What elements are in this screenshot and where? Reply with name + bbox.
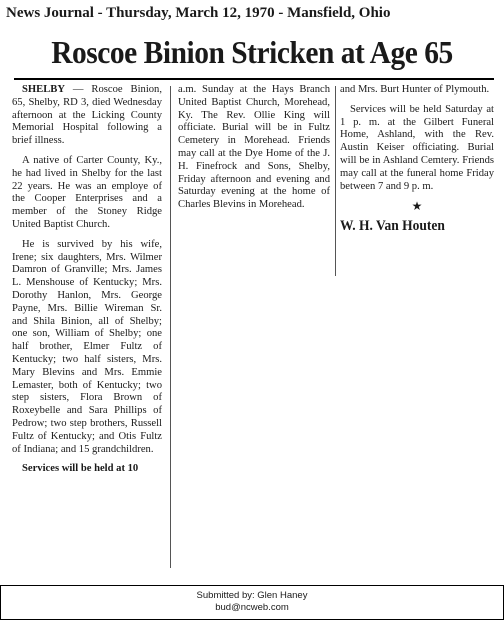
paragraph-2: A native of Carter County, Ky., he had lived in Shelby for the last 22 years. He was an employe of the Cooper Enterprises and a member of the Stoney Ridge United Baptist Church. [12,154,162,230]
article-column-2 [178,84,330,219]
paragraph-6: and Mrs. Burt Hunter of Plymouth. [340,84,490,95]
newspaper-header: News Journal - Thursday, March 12, 1970 - Mansfield, Ohio [6,5,391,21]
paragraph-7: Services will be held Saturday at 1 p. m. at the Gilbert Funeral Home, Ashland, with the Rev. Austin Keiser officiating. Burial will be in Ashland Cemtery. Friends may call at the funeral home Friday between 7 and 9 p. m. [340,103,494,192]
next-article-cutoff-headline: W. H. Van Houten [340,220,445,234]
headline-rule [14,78,494,80]
submitted-by: Submitted by: Glen Haney [196,590,308,601]
submission-footer [0,585,504,620]
article-column-1 [12,84,162,483]
paragraph-1 [12,84,162,148]
article-column-3 [340,84,494,240]
headline: Roscoe Binion Stricken at Age 65 [51,34,453,70]
paragraph-1-text: — Roscoe Binion, 65, Shelby, RD 3, died Wednesday afternoon at the Licking County Memorial Hospital following a brief illness. [12,84,162,147]
column-divider-1 [170,86,171,568]
submitter-email: bud@ncweb.com [215,602,289,613]
dateline: SHELBY [22,84,65,95]
paragraph-3: He is survived by his wife, Irene; six daughters, Mrs. Wilmer Damron of Granville; Mrs. James L. Menshouse of Kentucky; Mrs. Dorothy Hanlon, Mrs. George Payne, Mrs. Billie Wireman Sr. and Shila Binion, all of Shelby; one son, William of Shelby; one half brother, Elmer Fultz of Kentucky; two half sisters, Mrs. Mary Blevins and Mrs. Emmie Lemaster, both of Kentucky; two step sisters, Flora Brown of Roxeybelle and Sara Phillips of Pedrow; two step brothers, Russell Fultz of Kentucky; and Otis Fultz of Indiana; and 15 grandchildren. [12,238,162,455]
paragraph-5: a.m. Sunday at the Hays Branch United Baptist Church, Morehead, Ky. The Rev. Ollie King will officiate. Burial will be in Fultz Cemetery in Morehead. Friends may call at the Dye Home of the J. H. Finefrock and Sons, Shelby, Friday afternoon and evening and Saturday evening at the home of Charles Blevins in Morehead. [178,84,330,211]
paragraph-4: Services will be held at 10 [22,463,139,475]
column-divider-2 [335,86,336,276]
star-icon: ★ [411,199,423,214]
